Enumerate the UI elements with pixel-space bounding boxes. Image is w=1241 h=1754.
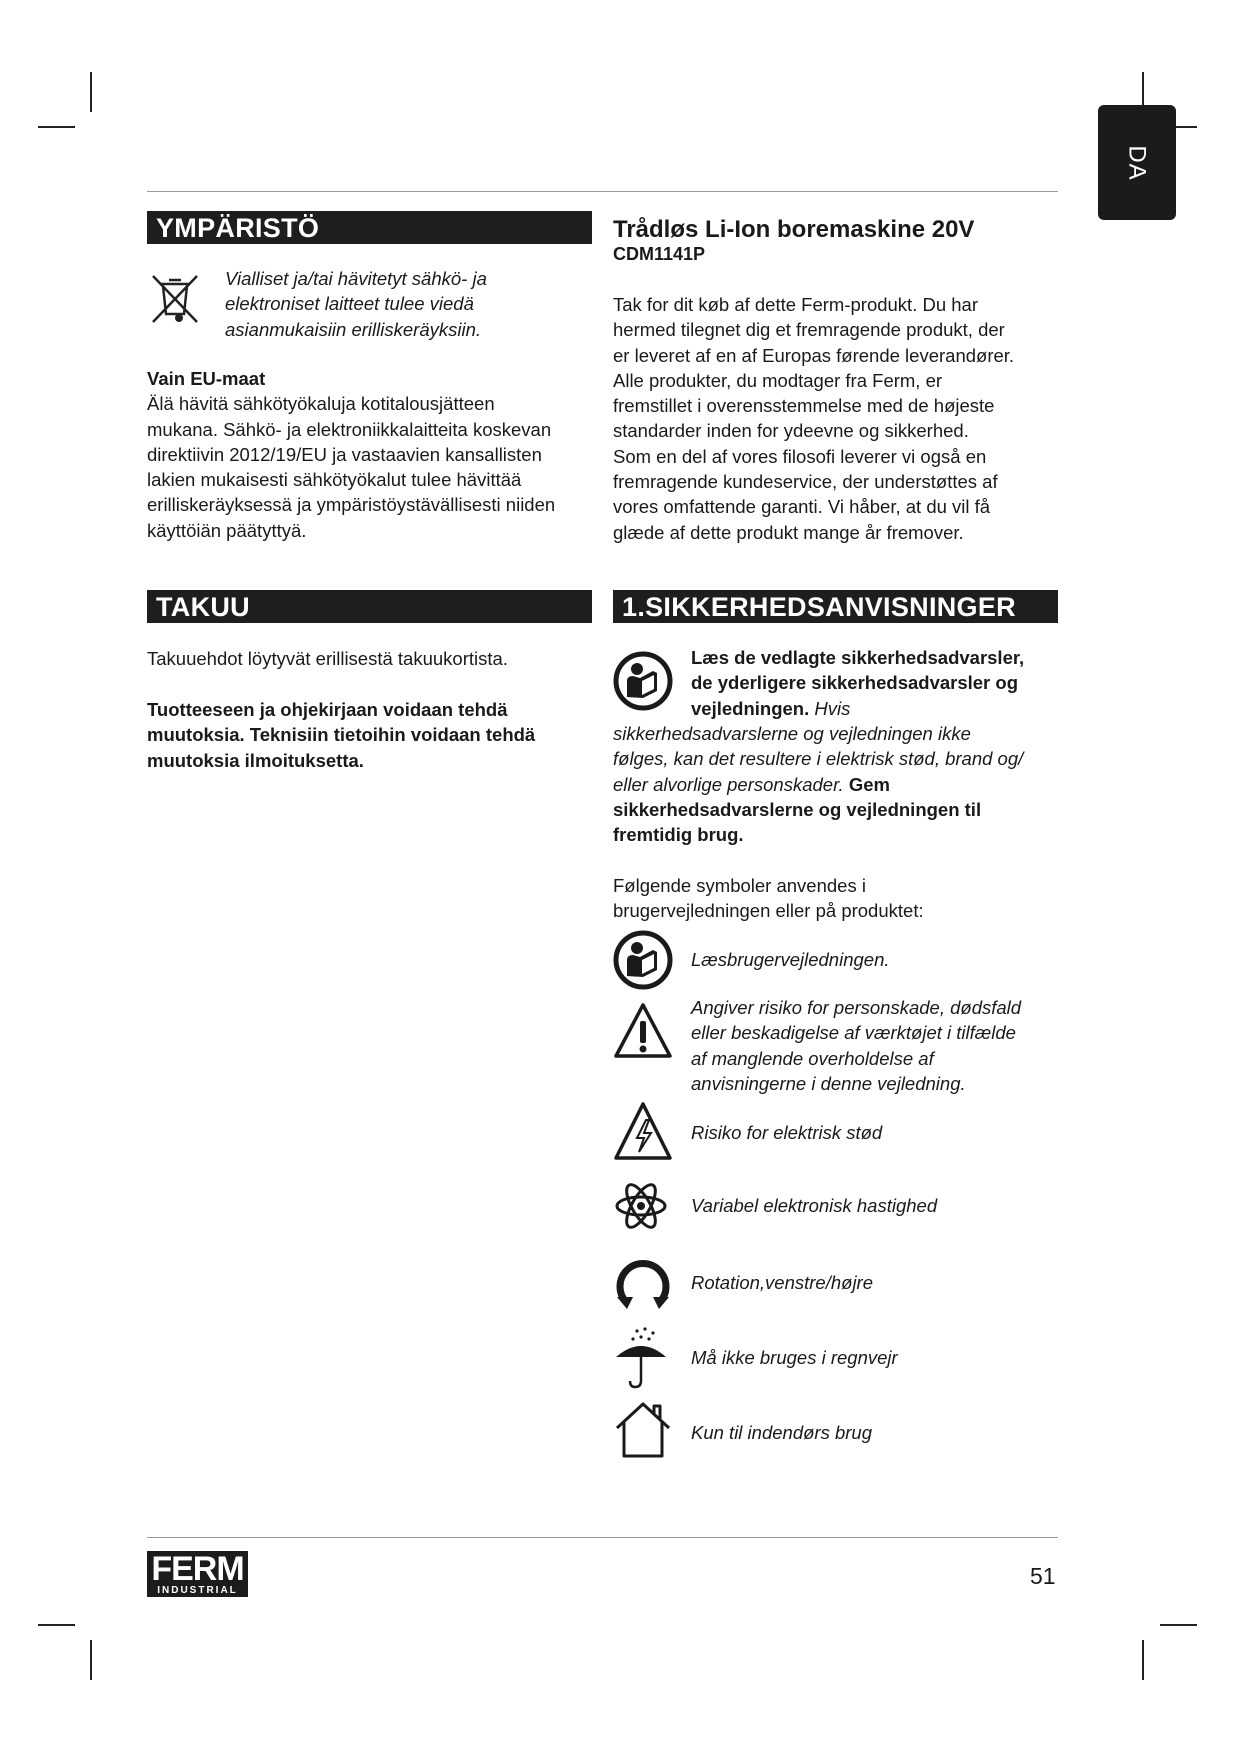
symbol-text: Rotation,venstre/højre <box>691 1272 874 1293</box>
safety-italic-line: følges, kan det resultere i elektrisk stød, brand og/ <box>613 748 1024 770</box>
takuu-bold-line: Tuotteeseen ja ohjekirjaan voidaan tehdä <box>147 699 508 720</box>
weee-line: Vialliset ja/tai hävitetyt sähkö- ja <box>225 268 487 289</box>
read-manual-icon <box>613 930 673 990</box>
crop-mark <box>90 72 92 112</box>
logo-main-text: FERM <box>151 1550 244 1588</box>
language-tab <box>1098 105 1176 220</box>
house-icon <box>613 1398 673 1460</box>
symbol-row-read-manual <box>613 930 1058 990</box>
intro-line: Som en del af vores filosofi leverer vi også en <box>613 445 987 467</box>
symbol-text: Kun til indendørs brug <box>691 1422 872 1443</box>
safety-lead <box>691 645 1061 721</box>
intro-line: fremstillet i overensstemmelse med de højeste <box>613 395 995 417</box>
symbol-row-variable-speed <box>613 1178 1058 1234</box>
symbol-text: Risiko for elektrisk stød <box>691 1122 883 1143</box>
warning-line: anvisningerne i denne vejledning. <box>691 1072 966 1094</box>
crop-mark <box>90 1640 92 1680</box>
safety-body <box>613 721 1058 847</box>
symbol-row-no-rain <box>613 1325 1058 1389</box>
intro-line: standarder inden for ydeevne og sikkerhed. <box>613 420 969 442</box>
intro-line: hermed tilegnet dig et fremragende produkt, der <box>613 319 1005 341</box>
intro-line: Tak for dit køb af dette Ferm-produkt. Du har <box>613 294 979 315</box>
product-title: Trådløs Li-Ion boremaskine 20V <box>613 216 975 243</box>
eu-block <box>147 366 592 543</box>
safety-bold-span: vejledningen. <box>691 697 810 719</box>
section-heading-takuu: TAKUU <box>147 590 592 623</box>
language-tab-label: DA <box>1124 144 1151 181</box>
safety-bold-line: sikkerhedsadvarslerne og vejledningen til <box>613 798 982 820</box>
warning-line: Angiver risiko for personskade, dødsfald <box>691 997 1022 1018</box>
product-model: CDM1141P <box>613 244 706 264</box>
eu-line: mukana. Sähkö- ja elektroniikkalaitteita koskevan <box>147 418 552 440</box>
weee-bin-icon <box>149 272 201 326</box>
crop-mark <box>38 126 75 128</box>
symbol-text <box>691 995 1061 1096</box>
intro-line: fremragende kundeservice, der understøttes af <box>613 471 998 493</box>
logo-sub-text: INDUSTRIAL <box>157 1585 238 1596</box>
symbol-row-shock <box>613 1100 1058 1162</box>
symbols-intro-line: brugervejledningen eller på produktet: <box>613 900 924 922</box>
eu-line: Älä hävitä sähkötyökaluja kotitalousjätteen <box>147 393 495 415</box>
weee-line: elektroniset laitteet tulee viedä <box>225 293 474 315</box>
page-number: 51 <box>1030 1563 1056 1589</box>
intro-line: er leveret af en af Europas førende leverandører. <box>613 344 1015 366</box>
takuu-bold-block <box>147 697 592 773</box>
weee-text <box>225 266 595 342</box>
eu-line: erilliskeräyksessä ja ympäristöystävällisesti niiden <box>147 494 556 516</box>
safety-bold-line: Læs de vedlagte sikkerhedsadvarsler, <box>691 647 1025 668</box>
safety-bold-span: Gem <box>843 773 890 795</box>
symbols-intro <box>613 873 1058 924</box>
rotation-arrows-icon <box>613 1253 673 1313</box>
safety-bold-line: de yderligere sikkerhedsadvarsler og <box>691 672 1019 694</box>
takuu-text: Takuuehdot löytyvät erillisestä takuukortista. <box>147 648 508 669</box>
symbols-intro-line: Følgende symboler anvendes i <box>613 875 866 896</box>
symbol-row-warning <box>613 995 1058 1100</box>
weee-line: asianmukaisiin erilliskeräyksiin. <box>225 318 482 340</box>
electric-shock-icon <box>613 1100 673 1162</box>
read-manual-icon <box>613 651 673 711</box>
takuu-bold-line: muutoksia ilmoituksetta. <box>147 749 364 771</box>
safety-italic-line: sikkerhedsadvarslerne og vejledningen ikke <box>613 723 971 744</box>
intro-line: vores omfattende garanti. Vi håber, at du vil få <box>613 496 991 518</box>
section-heading-ymparisto: YMPÄRISTÖ <box>147 211 592 244</box>
bottom-rule <box>147 1537 1058 1538</box>
safety-bold-line: fremtidig brug. <box>613 824 744 846</box>
section-heading-safety: 1.SIKKERHEDSANVISNINGER <box>613 590 1058 623</box>
eu-heading: Vain EU-maat <box>147 368 266 389</box>
crop-mark <box>1142 1640 1144 1680</box>
ferm-industrial-logo <box>147 1551 248 1597</box>
intro-block <box>613 292 1058 545</box>
warning-line: af manglende overholdelse af <box>691 1047 934 1069</box>
warning-line: eller beskadigelse af værktøjet i tilfælde <box>691 1022 1016 1044</box>
warning-triangle-icon <box>613 1001 673 1061</box>
crop-mark <box>1160 1624 1197 1626</box>
intro-line: glæde af dette produkt mange år fremover. <box>613 521 964 543</box>
safety-italic-span: Hvis <box>809 697 851 719</box>
eu-line: direktiivin 2012/19/EU ja vastaavien kansallisten <box>147 443 542 465</box>
symbol-row-rotation <box>613 1253 1058 1313</box>
eu-line: käyttöiän päätyttyä. <box>147 519 307 541</box>
top-rule <box>147 191 1058 192</box>
crop-mark <box>38 1624 75 1626</box>
safety-italic-span: eller alvorlige personskader. <box>613 773 844 795</box>
eu-line: lakien mukaisesti sähkötyökalut tulee hävittää <box>147 469 522 491</box>
symbol-row-indoor <box>613 1398 1058 1460</box>
symbol-text: Variabel elektronisk hastighed <box>691 1195 938 1216</box>
intro-line: Alle produkter, du modtager fra Ferm, er <box>613 369 943 391</box>
umbrella-rain-icon <box>613 1325 669 1389</box>
symbol-text: Må ikke bruges i regnvejr <box>691 1347 898 1368</box>
variable-speed-icon <box>613 1178 669 1234</box>
symbol-text: Læsbrugervejledningen. <box>691 949 890 970</box>
takuu-bold-line: muutoksia. Teknisiin tietoihin voidaan tehdä <box>147 724 536 746</box>
